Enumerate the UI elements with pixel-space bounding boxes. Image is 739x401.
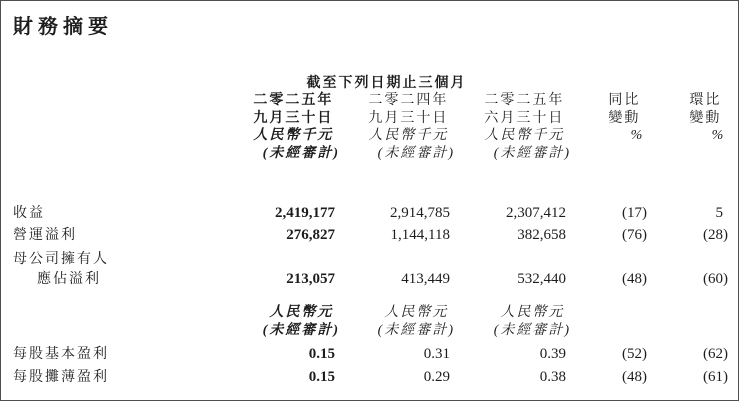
row-label: 營運溢利	[13, 228, 77, 243]
header-line: 同比	[608, 93, 641, 108]
cell-value: 0.39	[539, 346, 567, 362]
header-line: 六月三十日	[484, 110, 565, 126]
cell-value: 0.15	[308, 369, 335, 385]
header-line: (未經審計)	[493, 322, 572, 338]
cell-value: 2,914,785	[390, 205, 450, 221]
col-header-yoy-change	[571, 92, 647, 162]
cell-value: (61)	[703, 369, 729, 385]
cell-value: 0.15	[308, 346, 335, 362]
table-row-operating-profit	[1, 222, 728, 244]
table-row-revenue	[1, 200, 728, 222]
table-row-diluted-eps	[1, 363, 728, 386]
header-line: (未經審計)	[262, 145, 340, 161]
cell-value: 413,449	[401, 271, 450, 287]
header-line: (未經審計)	[377, 145, 455, 161]
cell-value: (62)	[703, 346, 729, 362]
header-line: (未經審計)	[493, 145, 572, 161]
cell-value: 276,827	[286, 227, 335, 243]
row-label: 收益	[13, 206, 45, 221]
header-line: (未經審計)	[377, 322, 455, 338]
row-label-line: 應佔溢利	[37, 272, 101, 287]
percent-sign: %	[711, 128, 724, 143]
header-line: 人民幣元	[384, 305, 449, 320]
table-row-parent-profit	[1, 244, 728, 288]
column-header-row	[1, 92, 728, 162]
header-line: 人民幣元	[500, 305, 565, 320]
eps-unit-header-row	[1, 304, 728, 340]
cell-value: 2,307,412	[506, 205, 567, 221]
cell-value: 2,419,177	[275, 205, 335, 221]
cell-value: (52)	[622, 346, 648, 362]
table-row-basic-eps	[1, 340, 728, 363]
cell-value: 1,144,118	[390, 227, 450, 243]
cell-value: 0.38	[539, 369, 567, 385]
header-line: (未經審計)	[262, 322, 340, 338]
cell-value: 0.29	[423, 369, 450, 385]
span-header-row	[1, 70, 728, 92]
period-span-header: 截至下列日期止三個月	[306, 76, 467, 91]
col-header-2024-sep	[340, 92, 455, 162]
header-line: 環比	[689, 93, 722, 108]
cell-value: (60)	[703, 271, 729, 287]
cell-value: 213,057	[286, 271, 335, 287]
cell-value: 0.31	[423, 346, 450, 362]
header-line: 人民幣千元	[253, 128, 334, 143]
cell-value: 532,440	[517, 271, 567, 287]
cell-value: (48)	[622, 369, 648, 385]
header-line: 九月三十日	[368, 110, 449, 126]
row-label-line: 母公司擁有人	[13, 252, 109, 267]
header-line: 人民幣元	[269, 305, 334, 320]
header-line: 人民幣千元	[368, 128, 449, 143]
cell-value: (28)	[703, 227, 729, 243]
cell-value: (48)	[622, 271, 648, 287]
cell-value: 5	[715, 205, 724, 221]
row-label: 每股基本盈利	[13, 347, 109, 362]
cell-value: (17)	[622, 205, 648, 221]
header-line: 變動	[608, 110, 641, 126]
header-line: 人民幣千元	[484, 128, 565, 143]
header-line: 九月三十日	[253, 110, 334, 126]
cell-value: (76)	[622, 227, 648, 243]
cell-value: 382,658	[517, 227, 567, 243]
row-label	[1, 244, 226, 288]
col-header-qoq-change	[647, 92, 728, 162]
header-line: 二零二五年	[253, 93, 334, 108]
percent-sign: %	[630, 128, 643, 143]
eps-unit-header-2025-sep	[226, 304, 340, 340]
header-line: 二零二五年	[484, 93, 565, 108]
page-title: 財務摘要	[13, 16, 113, 38]
financial-summary-table	[1, 70, 728, 386]
spacer-row	[1, 288, 728, 304]
col-header-2025-sep	[226, 92, 340, 162]
header-line: 變動	[689, 110, 722, 126]
eps-unit-header-2025-jun	[455, 304, 571, 340]
header-line: 二零二四年	[368, 93, 449, 108]
eps-unit-header-2024-sep	[340, 304, 455, 340]
spacer-row	[1, 162, 728, 200]
row-label: 每股攤薄盈利	[13, 370, 109, 385]
col-header-2025-jun	[455, 92, 571, 162]
